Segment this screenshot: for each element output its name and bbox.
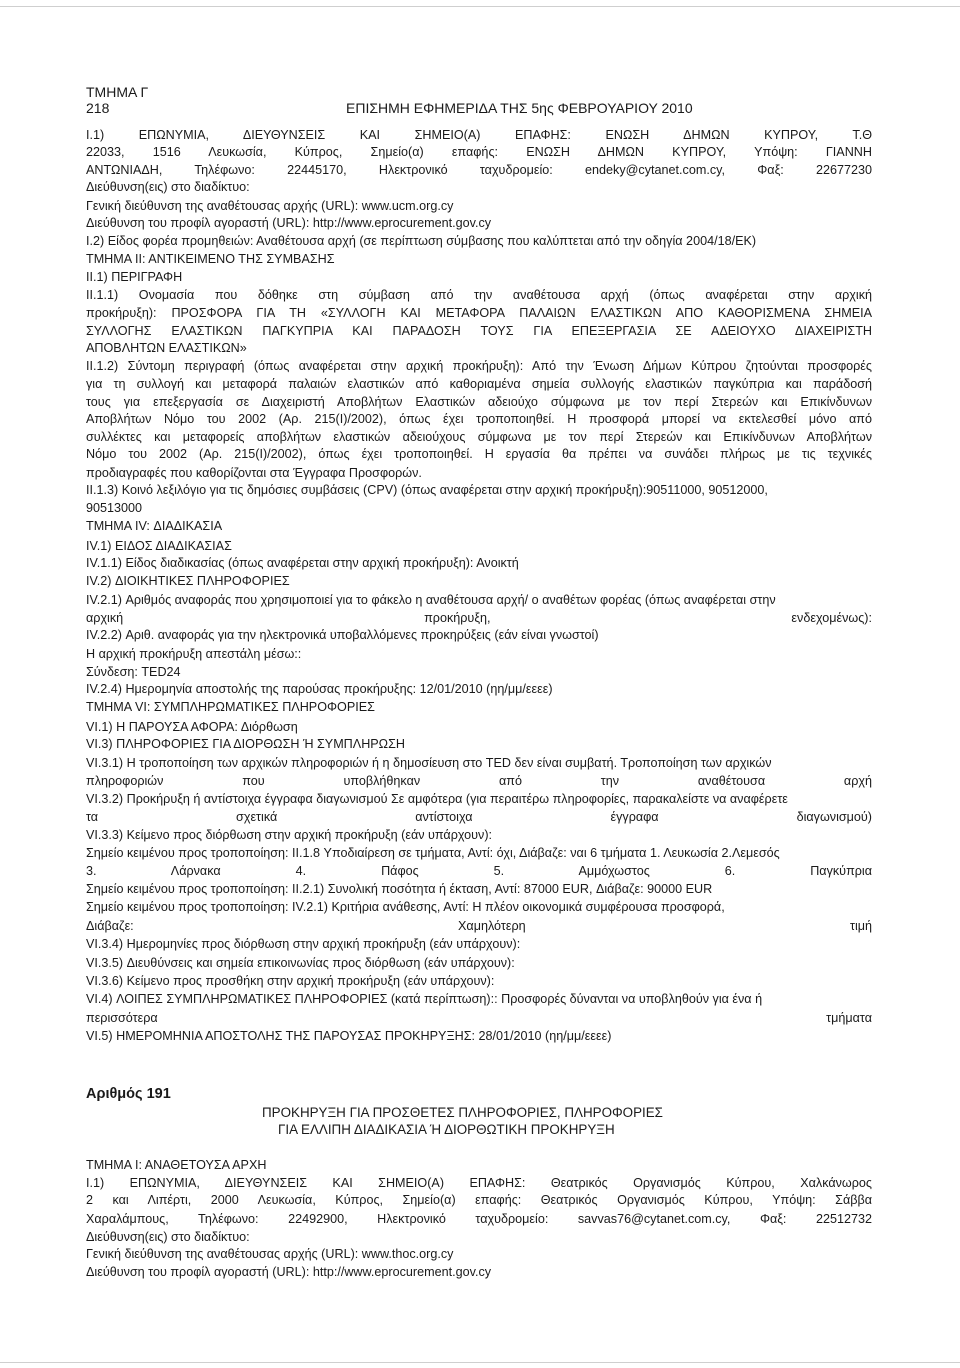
- notice-1-line: ΙΙ.1.3) Κοινό λεξιλόγιο για τις δημόσιες συμβάσεις (CPV) (όπως αναφέρεται στην αρχική προκήρυξη):90511000, 90512000,: [86, 483, 768, 497]
- notice-1-line: VI.4) ΛΟΙΠΕΣ ΣΥΜΠΛΗΡΩΜΑΤΙΚΕΣ ΠΛΗΡΟΦΟΡΙΕΣ (κατά περίπτωση):: Προσφορές δύνανται να υποβληθούν για ένα ή: [86, 992, 763, 1006]
- notice-1-line: ΑΠΟΒΛΗΤΩΝ ΕΛΑΣΤΙΚΩΝ»: [86, 341, 247, 355]
- notice-title-line-2: ΓΙΑ ΕΛΛΙΠΗ ΔΙΑΔΙΚΑΣΙΑ Ή ΔΙΟΡΘΩΤΙΚΗ ΠΡΟΚΗΡΥΞΗ: [278, 1122, 615, 1137]
- notice-1-line: ΙΙ.1) ΠΕΡΙΓΡΑΦΗ: [86, 270, 183, 284]
- notice-1-line: IV.2.2) Αριθ. αναφοράς για την ηλεκτρονικά υποβαλλόμενες προκηρύξεις (εάν είναι γνωστοί): [86, 628, 599, 642]
- notice-number: Αριθμός 191: [86, 1086, 171, 1102]
- notice-1-line: Ι.1) ΕΠΩΝΥΜΙΑ, ΔΙΕΥΘΥΝΣΕΙΣ ΚΑΙ ΣΗΜΕΙΟ(Α) ΕΠΑΦΗΣ: ΕΝΩΣΗ ΔΗΜΩΝ ΚΥΠΡΟΥ, Τ.Θ: [86, 128, 872, 142]
- notice-1-line: ΤΜΗΜΑ IV: ΔΙΑΔΙΚΑΣΙΑ: [86, 519, 223, 533]
- notice-1-line: προκήρυξη): ΠΡΟΣΦΟΡΑ ΓΙΑ ΤΗ «ΣΥΛΛΟΓΗ ΚΑΙ ΜΕΤΑΦΟΡΑ ΠΑΛΑΙΩΝ ΕΛΑΣΤΙΚΩΝ ΑΠΟ ΚΑΘΟΡΙΣΜΕΝΑ ΣΗΜΕΙΑ: [86, 306, 872, 320]
- notice-1-line: IV.2.4) Ημερομηνία αποστολής της παρούσας προκήρυξης: 12/01/2010 (ηη/μμ/εεεε): [86, 682, 553, 696]
- notice-1-line: VI.3.4) Ημερομηνίες προς διόρθωση στην αρχική προκήρυξη (εάν υπάρχουν):: [86, 937, 521, 951]
- notice-2-line: Διεύθυνση του προφίλ αγοραστή (URL): http://www.eprocurement.gov.cy: [86, 1265, 492, 1279]
- notice-2-line: Διεύθυνση(εις) στο διαδίκτυο:: [86, 1230, 250, 1244]
- notice-1-line: VI.3.5) Διευθύνσεις και σημεία επικοινωνίας προς διόρθωση (εάν υπάρχουν):: [86, 956, 515, 970]
- notice-1-line: αρχική προκήρυξη, ενδεχομένως):: [86, 611, 872, 625]
- notice-1-line: ΤΜΗΜΑ ΙΙ: ΑΝΤΙΚΕΙΜΕΝΟ ΤΗΣ ΣΥΜΒΑΣΗΣ: [86, 252, 335, 266]
- notice-2-line: Χαραλάμπους, Τηλέφωνο: 22492900, Ηλεκτρονικό ταχυδρομείο: savvas76@cytanet.com.cy, Φαξ: 22512732: [86, 1212, 872, 1226]
- section-label: ΤΜΗΜΑ Γ: [86, 84, 149, 100]
- notice-1-line: Διεύθυνση(εις) στο διαδίκτυο:: [86, 180, 250, 194]
- notice-1-line: 22033, 1516 Λευκωσία, Κύπρος, Σημείο(α) επαφής: ΕΝΩΣΗ ΔΗΜΩΝ ΚΥΠΡΟΥ, Υπόψη: ΓΙΑΝΝΗ: [86, 145, 872, 159]
- notice-1-line: Αποβλήτων Νόμο του 2002 (Αρ. 215(Ι)/2002), όπως έχει τροποποιηθεί. Η προσφορά μπορεί να εκτελεσθεί μόνο από: [86, 412, 872, 426]
- notice-1-line: 3. Λάρνακα 4. Πάφος 5. Αμμόχωστος 6. Παγκύπρια: [86, 864, 872, 878]
- notice-1-line: VI.3.6) Κείμενο προς προσθήκη στην αρχική προκήρυξη (εάν υπάρχουν):: [86, 974, 495, 988]
- notice-1-line: συλλέκτες και μεταφορείς αποβλήτων ελαστικών αδειούχους σύμφωνα με τον περί Στερεών και Επικίνδυνων Αποβλήτων: [86, 430, 872, 444]
- notice-1-line: Διεύθυνση του προφίλ αγοραστή (URL): http://www.eprocurement.gov.cy: [86, 216, 492, 230]
- notice-1-line: IV.2) ΔΙΟΙΚΗΤΙΚΕΣ ΠΛΗΡΟΦΟΡΙΕΣ: [86, 574, 290, 588]
- notice-1-line: Διάβαζε: Χαμηλότερη τιμή: [86, 919, 872, 933]
- notice-1-line: VI.1) Η ΠΑΡΟΥΣΑ ΑΦΟΡΑ: Διόρθωση: [86, 720, 298, 734]
- notice-1-line: Νόμο του 2002 (Αρ. 215(Ι)/2002), όπως έχει τροποποιηθεί. Η εργασία θα πρέπει να συνάδει πλήρως με τις τεχνικές: [86, 447, 872, 461]
- notice-1-line: VI.3.3) Κείμενο προς διόρθωση στην αρχική προκήρυξη (εάν υπάρχουν):: [86, 828, 493, 842]
- notice-1-line: ΑΝΤΩΝΙΑΔΗ, Τηλέφωνο: 22445170, Ηλεκτρονικό ταχυδρομείο: endeky@cytanet.com.cy, Φαξ: 22677230: [86, 163, 872, 177]
- notice-1-line: για τη συλλογή και μεταφορά παλαιών ελαστικών από καθοριαμένα σημεία συλλογής ελαστικών παγκύπρια και παράδοσή: [86, 377, 872, 391]
- notice-2-line: Γενική διεύθυνση της αναθέτουσας αρχής (URL): www.thoc.org.cy: [86, 1247, 454, 1261]
- notice-1-line: Η αρχική προκήρυξη απεστάλη μέσω::: [86, 647, 302, 661]
- notice-1-line: VI.5) ΗΜΕΡΟΜΗΝΙΑ ΑΠΟΣΤΟΛΗΣ ΤΗΣ ΠΑΡΟΥΣΑΣ ΠΡΟΚΗΡΥΞΗΣ: 28/01/2010 (ηη/μμ/εεεε): [86, 1029, 612, 1043]
- notice-2-line: 2 και Λιπέρτι, 2000 Λευκωσία, Κύπρος, Σημείο(α) επαφής: Θεατρικός Οργανισμός Κύπρου, Υπόψη: Σάββα: [86, 1193, 872, 1207]
- notice-1-line: 90513000: [86, 501, 143, 515]
- notice-2-line: ΤΜΗΜΑ Ι: ΑΝΑΘΕΤΟΥΣΑ ΑΡΧΗ: [86, 1158, 267, 1172]
- notice-1-line: Σύνδεση: TED24: [86, 665, 181, 679]
- notice-1-line: IV.1) ΕΙΔΟΣ ΔΙΑΔΙΚΑΣΙΑΣ: [86, 539, 232, 553]
- notice-1-line: ΣΥΛΛΟΓΗΣ ΕΛΑΣΤΙΚΩΝ ΠΑΓΚΥΠΡΙΑ ΚΑΙ ΠΑΡΑΔΟΣΗ ΤΟΥΣ ΓΙΑ ΕΠΕΞΕΡΓΑΣΙΑ ΣΕ ΑΔΕΙΟΥΧΟ ΔΙΑΧΕΙΡΙΣΤΗ: [86, 324, 872, 338]
- notice-1-line: ΤΜΗΜΑ VI: ΣΥΜΠΛΗΡΩΜΑΤΙΚΕΣ ΠΛΗΡΟΦΟΡΙΕΣ: [86, 700, 375, 714]
- notice-1-line: Γενική διεύθυνση της αναθέτουσας αρχής (URL): www.ucm.org.cy: [86, 199, 454, 213]
- notice-1-line: τα σχετικά αντίστοιχα έγγραφα διαγωνισμού): [86, 810, 872, 824]
- notice-title-line-1: ΠΡΟΚΗΡΥΞΗ ΓΙΑ ΠΡΟΣΘΕΤΕΣ ΠΛΗΡΟΦΟΡΙΕΣ, ΠΛΗΡΟΦΟΡΙΕΣ: [262, 1105, 663, 1120]
- scan-edge-bottom: [0, 1362, 960, 1363]
- notice-1-line: Σημείο κειμένου προς τροποποίηση: II.2.1) Συνολική ποσότητα ή έκταση, Αντί: 87000 EUR, Διάβαζε: 90000 EUR: [86, 882, 713, 896]
- notice-1-line: Σημείο κειμένου προς τροποποίηση: II.1.8 Υποδιαίρεση σε τμήματα, Αντί: όχι, Διάβαζε: ναι 6 τμήματα 1. Λευκωσία 2.Λεμεσός: [86, 846, 780, 860]
- notice-1-line: VI.3.1) Η τροποποίηση των αρχικών πληροφοριών ή η δημοσίευση στο TED δεν είναι συμβατή. Τροποποίηση των αρχικών: [86, 756, 772, 770]
- notice-1-line: προδιαγραφές που καθορίζονται στα Έγγραφα Προσφορών.: [86, 466, 422, 480]
- notice-1-line: περισσότερα τμήματα: [86, 1011, 872, 1025]
- notice-1-line: IV.2.1) Αριθμός αναφοράς που χρησιμοποιεί για το φάκελο η αναθέτουσα αρχή/ ο αναθέτων φορέας (όπως αναφέρεται στην: [86, 593, 776, 607]
- notice-2-line: Ι.1) ΕΠΩΝΥΜΙΑ, ΔΙΕΥΘΥΝΣΕΙΣ ΚΑΙ ΣΗΜΕΙΟ(Α) ΕΠΑΦΗΣ: Θεατρικός Οργανισμός Κύπρου, Χαλκάνωρος: [86, 1176, 872, 1190]
- notice-1-line: πληροφοριών που υποβλήθηκαν από την αναθέτουσα αρχή: [86, 774, 872, 788]
- notice-1-line: VI.3.2) Προκήρυξη ή αντίστοιχα έγγραφα διαγωνισμού Σε αμφότερα (για περαιτέρω πληροφορίες, παρακαλείστε να αναφέρετε: [86, 792, 788, 806]
- notice-1-line: Σημείο κειμένου προς τροποποίηση: IV.2.1) Κριτήρια ανάθεσης, Αντί: Η πλέον οικονομικά συμφέρουσα προσφορά,: [86, 900, 725, 914]
- notice-1-line: VI.3) ΠΛΗΡΟΦΟΡΙΕΣ ΓΙΑ ΔΙΟΡΘΩΣΗ Ή ΣΥΜΠΛΗΡΩΣΗ: [86, 737, 405, 751]
- notice-1-line: ΙΙ.1.1) Ονομασία που δόθηκε στη σύμβαση από την αναθέτουσα αρχή (όπως αναφέρεται στην αρχική: [86, 288, 872, 302]
- gazette-title: ΕΠΙΣΗΜΗ ΕΦΗΜΕΡΙΔΑ ΤΗΣ 5ης ΦΕΒΡΟΥΑΡΙΟΥ 2010: [346, 100, 693, 116]
- page-number: 218: [86, 100, 110, 116]
- notice-1-line: ΙΙ.1.2) Σύντομη περιγραφή (όπως αναφέρεται στην αρχική προκήρυξη): Από την Ένωση Δήμων Κύπρου ζητούνται προσφορές: [86, 359, 872, 373]
- scan-edge-top: [0, 6, 960, 7]
- notice-1-line: Ι.2) Είδος φορέα προμηθειών: Αναθέτουσα αρχή (σε περίπτωση σύμβασης που καλύπτεται από την οδηγία 2004/18/ΕΚ): [86, 234, 757, 248]
- notice-1-line: τους για επεξεργασία σε Διαχειριστή Αποβλήτων Ελαστικών αδειούχο σύμφωνα με τον περί Στερεών και Επικίνδυνων: [86, 395, 872, 409]
- notice-1-line: IV.1.1) Είδος διαδικασίας (όπως αναφέρεται στην αρχική προκήρυξη): Ανοικτή: [86, 556, 519, 570]
